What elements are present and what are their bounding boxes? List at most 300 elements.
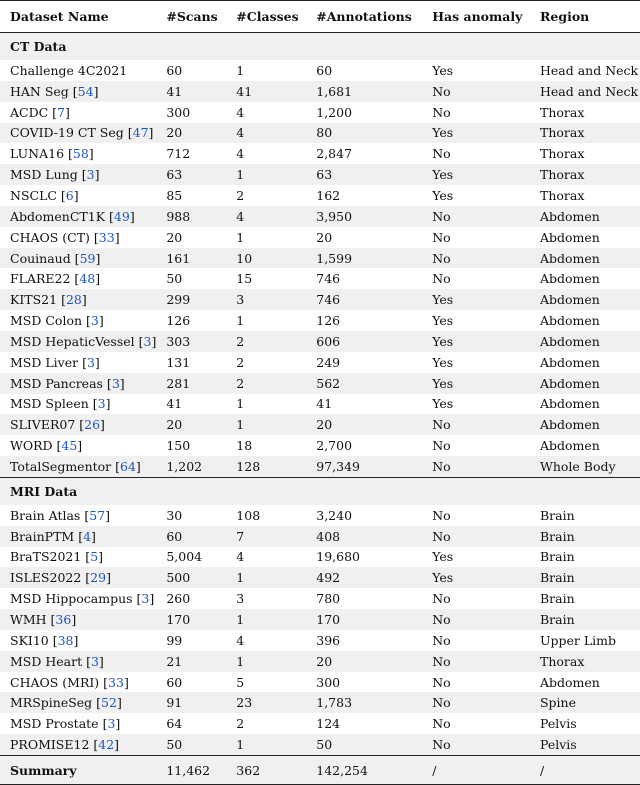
citation-link[interactable]: 36: [55, 612, 72, 628]
dataset-name-cell: PROMISE12 [42]: [0, 734, 156, 755]
annotations-cell: 492: [306, 567, 422, 588]
classes-cell: 2: [226, 373, 306, 394]
dataset-name: WMH: [10, 612, 47, 628]
dataset-name-cell: BraTS2021 [5]: [10, 549, 104, 565]
annotations-cell: 2,700: [316, 438, 353, 454]
table-row: [0, 547, 640, 568]
classes-cell: 4: [226, 206, 306, 227]
dataset-name-cell: WMH [36]: [0, 609, 156, 630]
dataset-name-cell: ACDC [7]: [10, 104, 70, 120]
classes-cell: 5: [236, 674, 245, 690]
dataset-name-cell: BrainPTM [4]: [0, 526, 156, 547]
classes-cell: 1: [226, 734, 306, 755]
dataset-name-cell: NSCLC [6]: [10, 187, 79, 203]
table-row: [0, 81, 640, 102]
anomaly-cell: No: [422, 609, 530, 630]
annotations-cell: 1,681: [306, 81, 422, 102]
table-row: [0, 414, 640, 435]
region-cell: Abdomen: [530, 414, 640, 435]
table-row: [0, 734, 640, 755]
scans-cell: 1,202: [156, 456, 226, 477]
anomaly-cell: No: [422, 651, 530, 672]
region-cell: Abdomen: [530, 206, 640, 227]
classes-cell: 1: [226, 567, 306, 588]
annotations-cell: 606: [306, 331, 422, 352]
annotations-cell: 170: [306, 609, 422, 630]
region-cell: Brain: [530, 567, 640, 588]
dataset-name: PROMISE12: [10, 737, 90, 753]
anomaly-cell: No: [432, 271, 451, 287]
classes-cell: 1: [226, 651, 306, 672]
table-row: [0, 289, 640, 310]
table-row: [0, 143, 640, 164]
anomaly-cell: Yes: [432, 396, 454, 412]
citation-link[interactable]: 52: [101, 695, 117, 711]
summary-scans: 11,462: [156, 756, 226, 785]
table-row: [0, 567, 640, 588]
dataset-name: MSD Liver: [10, 354, 79, 370]
annotations-cell: 562: [306, 373, 422, 394]
region-cell: Thorax: [539, 104, 585, 120]
anomaly-cell: No: [422, 692, 530, 713]
anomaly-cell: Yes: [422, 289, 530, 310]
anomaly-cell: Yes: [432, 354, 454, 370]
region-cell: Abdomen: [539, 674, 600, 690]
dataset-name: Brain Atlas: [10, 507, 81, 523]
region-cell: Brain: [539, 549, 575, 565]
classes-cell: 23: [226, 692, 306, 713]
table-row: [0, 60, 640, 81]
annotations-cell: 97,349: [306, 456, 422, 477]
anomaly-cell: No: [432, 591, 451, 607]
region-cell: Pelvis: [539, 716, 577, 732]
dataset-name: ACDC: [10, 104, 49, 120]
anomaly-cell: No: [432, 104, 451, 120]
anomaly-cell: Yes: [422, 123, 530, 144]
dataset-name-cell: SKI10 [38]: [10, 632, 79, 648]
anomaly-cell: Yes: [432, 187, 454, 203]
citation-link[interactable]: 59: [79, 250, 96, 266]
citation-link[interactable]: 33: [98, 229, 115, 245]
citation-link[interactable]: 4: [83, 528, 92, 544]
header-has-anomaly: Has anomaly: [422, 1, 530, 33]
header-region: Region: [530, 1, 640, 33]
header-dataset-name: Dataset Name: [0, 1, 156, 33]
dataset-name-cell: KITS21 [28]: [0, 289, 156, 310]
annotations-cell: 41: [316, 396, 333, 412]
region-cell: Upper Limb: [539, 632, 617, 648]
region-cell: Brain: [530, 609, 640, 630]
dataset-name-cell: MRSpineSeg [52]: [0, 692, 156, 713]
annotations-cell: 162: [316, 187, 341, 203]
dataset-name: SKI10: [10, 632, 49, 648]
classes-cell: 1: [226, 609, 306, 630]
anomaly-cell: No: [422, 206, 530, 227]
scans-cell: 150: [166, 438, 191, 454]
region-cell: Abdomen: [539, 271, 600, 287]
annotations-cell: 20: [316, 229, 333, 245]
anomaly-cell: Yes: [422, 567, 530, 588]
table-row: [0, 588, 640, 609]
classes-cell: 3: [236, 591, 245, 607]
citation-link[interactable]: 38: [57, 632, 74, 648]
classes-cell: 10: [226, 248, 306, 269]
table-row: [0, 227, 640, 248]
region-cell: Thorax: [530, 651, 640, 672]
table-row: [0, 609, 640, 630]
citation-link[interactable]: 48: [79, 271, 96, 287]
section-ct-row: [0, 33, 640, 61]
dataset-name: LUNA16: [10, 146, 65, 162]
citation-link[interactable]: 42: [98, 737, 115, 753]
scans-cell: 131: [166, 354, 191, 370]
region-cell: Abdomen: [539, 229, 600, 245]
scans-cell: 64: [166, 716, 183, 732]
dataset-name: CHAOS (MRI): [10, 674, 100, 690]
scans-cell: 63: [156, 164, 226, 185]
region-cell: Thorax: [530, 164, 640, 185]
scans-cell: 21: [156, 651, 226, 672]
dataset-name: MSD Prostate: [10, 716, 99, 732]
classes-cell: 1: [226, 414, 306, 435]
dataset-name: Couinaud: [10, 250, 71, 266]
scans-cell: 5,004: [166, 549, 203, 565]
anomaly-cell: No: [422, 81, 530, 102]
table-row: [0, 185, 640, 206]
dataset-name: MSD Colon: [10, 313, 83, 329]
citation-link[interactable]: 29: [90, 570, 107, 586]
anomaly-cell: No: [422, 456, 530, 477]
annotations-cell: 1,599: [306, 248, 422, 269]
dataset-name-cell: CHAOS (MRI) [33]: [10, 674, 129, 690]
summary-classes: 362: [226, 756, 306, 785]
annotations-cell: 2,847: [316, 146, 353, 162]
summary-region: /: [530, 756, 640, 785]
region-cell: Abdomen: [539, 313, 600, 329]
anomaly-cell: No: [422, 526, 530, 547]
anomaly-cell: No: [432, 632, 451, 648]
region-cell: Thorax: [539, 187, 585, 203]
scans-cell: 50: [166, 271, 183, 287]
annotations-cell: 20: [306, 651, 422, 672]
citation-link[interactable]: 3: [86, 354, 95, 370]
table-row: [0, 630, 640, 651]
citation-link[interactable]: 3: [143, 333, 152, 349]
citation-link[interactable]: 45: [61, 438, 78, 454]
citation-link[interactable]: 3: [111, 375, 120, 391]
summary-row: [0, 756, 640, 785]
classes-cell: 4: [226, 123, 306, 144]
dataset-name: COVID-19 CT Seg: [10, 125, 124, 141]
table-row: [0, 206, 640, 227]
table-row: [0, 672, 640, 693]
dataset-name-cell: MSD Liver [3]: [10, 354, 100, 370]
section-ct-label: CT Data: [0, 33, 640, 61]
dataset-name: WORD: [10, 438, 53, 454]
citation-link[interactable]: 54: [77, 83, 94, 99]
citation-link[interactable]: 7: [57, 104, 65, 120]
table-row: [0, 268, 640, 289]
citation-link[interactable]: 3: [90, 313, 99, 329]
annotations-cell: 746: [306, 289, 422, 310]
dataset-name: AbdomenCT1K: [10, 208, 106, 224]
scans-cell: 30: [166, 507, 183, 523]
dataset-name-cell: MSD Heart [3]: [0, 651, 156, 672]
scans-cell: 170: [156, 609, 226, 630]
summary-anomaly: /: [422, 756, 530, 785]
annotations-cell: 780: [316, 591, 341, 607]
annotations-cell: 249: [316, 354, 341, 370]
dataset-name: KITS21: [10, 292, 58, 308]
classes-cell: 128: [226, 456, 306, 477]
dataset-name: ISLES2022: [10, 570, 82, 586]
annotations-cell: 300: [316, 674, 341, 690]
citation-link[interactable]: 26: [84, 417, 101, 433]
classes-cell: 4: [236, 104, 245, 120]
header-classes: #Classes: [226, 1, 306, 33]
scans-cell: 988: [156, 206, 226, 227]
dataset-name: MSD Lung: [10, 167, 78, 183]
region-cell: Whole Body: [530, 456, 640, 477]
dataset-name: MSD Pancreas: [10, 375, 103, 391]
region-cell: Head and Neck: [539, 62, 639, 78]
region-cell: Abdomen: [539, 396, 600, 412]
anomaly-cell: Yes: [432, 62, 454, 78]
region-cell: Abdomen: [530, 289, 640, 310]
dataset-name-cell: MSD HepaticVessel [3]: [0, 331, 156, 352]
classes-cell: 18: [236, 438, 253, 454]
dataset-name-cell: MSD Colon [3]: [10, 313, 104, 329]
classes-cell: 1: [236, 62, 245, 78]
classes-cell: 1: [236, 396, 245, 412]
classes-cell: 41: [226, 81, 306, 102]
region-cell: Abdomen: [539, 354, 600, 370]
header-annotations: #Annotations: [306, 1, 422, 33]
citation-link[interactable]: 64: [120, 458, 136, 474]
header-scans: #Scans: [156, 1, 226, 33]
citation-link[interactable]: 5: [90, 549, 99, 565]
classes-cell: 1: [236, 313, 245, 329]
anomaly-cell: No: [432, 146, 451, 162]
annotations-cell: 126: [316, 313, 341, 329]
dataset-name-cell: ISLES2022 [29]: [0, 567, 156, 588]
classes-cell: 108: [236, 507, 261, 523]
table-row: [0, 310, 640, 331]
table-row: [0, 102, 640, 123]
scans-cell: 500: [156, 567, 226, 588]
dataset-name-cell: MSD Spleen [3]: [10, 396, 111, 412]
classes-cell: 15: [236, 271, 253, 287]
region-cell: Abdomen: [530, 248, 640, 269]
citation-link[interactable]: 47: [132, 125, 149, 141]
citation-link[interactable]: 3: [86, 167, 95, 183]
region-cell: Abdomen: [530, 373, 640, 394]
dataset-name: Challenge 4C2021: [10, 62, 128, 78]
classes-cell: 4: [236, 632, 245, 648]
scans-cell: 85: [166, 187, 183, 203]
classes-cell: 1: [226, 164, 306, 185]
annotations-cell: 408: [306, 526, 422, 547]
classes-cell: 2: [236, 187, 245, 203]
scans-cell: 161: [156, 248, 226, 269]
dataset-name-cell: COVID-19 CT Seg [47]: [0, 123, 156, 144]
citation-link[interactable]: 57: [89, 507, 106, 523]
table-row: [0, 123, 640, 144]
anomaly-cell: Yes: [432, 549, 454, 565]
table-row: [0, 248, 640, 269]
summary-label: Summary: [0, 756, 156, 785]
annotations-cell: 19,680: [316, 549, 360, 565]
annotations-cell: 80: [306, 123, 422, 144]
header-row: [0, 1, 640, 33]
anomaly-cell: No: [432, 438, 451, 454]
scans-cell: 41: [166, 396, 183, 412]
anomaly-cell: No: [422, 734, 530, 755]
scans-cell: 300: [166, 104, 191, 120]
anomaly-cell: No: [422, 414, 530, 435]
region-cell: Brain: [539, 591, 575, 607]
table-row: [0, 651, 640, 672]
table-row: [0, 164, 640, 185]
region-cell: Brain: [530, 526, 640, 547]
anomaly-cell: Yes: [432, 313, 454, 329]
dataset-name: MRSpineSeg: [10, 695, 93, 711]
dataset-name: HAN Seg: [10, 83, 69, 99]
classes-cell: 3: [226, 289, 306, 310]
anomaly-cell: Yes: [422, 331, 530, 352]
table-row: [0, 526, 640, 547]
region-cell: Abdomen: [530, 331, 640, 352]
dataset-name-cell: TotalSegmentor [64]: [0, 456, 156, 477]
dataset-name: BraTS2021: [10, 549, 82, 565]
scans-cell: 20: [166, 229, 183, 245]
dataset-name: MSD HepaticVessel: [10, 333, 135, 349]
dataset-name-cell: CHAOS (CT) [33]: [10, 229, 120, 245]
region-cell: Thorax: [530, 123, 640, 144]
citation-link[interactable]: 3: [107, 716, 116, 732]
region-cell: Spine: [530, 692, 640, 713]
dataset-name-cell: WORD [45]: [10, 438, 83, 454]
scans-cell: 126: [166, 313, 191, 329]
dataset-name: BrainPTM: [10, 528, 75, 544]
section-mri-label: MRI Data: [0, 477, 640, 505]
region-cell: Brain: [539, 507, 575, 523]
table-row: [0, 692, 640, 713]
dataset-name: CHAOS (CT): [10, 229, 90, 245]
table-row: [0, 456, 640, 477]
dataset-name-cell: MSD Pancreas [3]: [0, 373, 156, 394]
classes-cell: 7: [226, 526, 306, 547]
classes-cell: 2: [236, 716, 245, 732]
annotations-cell: 50: [306, 734, 422, 755]
table-row: [0, 394, 640, 415]
dataset-name-cell: SLIVER07 [26]: [0, 414, 156, 435]
classes-cell: 4: [236, 549, 245, 565]
dataset-name-cell: MSD Hippocampus [3]: [10, 591, 155, 607]
annotations-cell: 3,240: [316, 507, 353, 523]
anomaly-cell: No: [422, 248, 530, 269]
table-row: [0, 505, 640, 526]
dataset-name-cell: MSD Lung [3]: [0, 164, 156, 185]
citation-link[interactable]: 28: [65, 292, 82, 308]
classes-cell: 2: [236, 354, 245, 370]
dataset-name: MSD Spleen: [10, 396, 89, 412]
scans-cell: 60: [166, 62, 183, 78]
scans-cell: 60: [156, 526, 226, 547]
anomaly-cell: No: [432, 674, 451, 690]
dataset-name-cell: AbdomenCT1K [49]: [0, 206, 156, 227]
dataset-name: TotalSegmentor: [10, 458, 112, 474]
anomaly-cell: Yes: [422, 373, 530, 394]
dataset-name-cell: HAN Seg [54]: [0, 81, 156, 102]
annotations-cell: 1,200: [316, 104, 353, 120]
region-cell: Pelvis: [530, 734, 640, 755]
dataset-name: SLIVER07: [10, 417, 76, 433]
table-row: [0, 713, 640, 734]
scans-cell: 41: [156, 81, 226, 102]
anomaly-cell: No: [432, 229, 451, 245]
scans-cell: 299: [156, 289, 226, 310]
annotations-cell: 3,950: [306, 206, 422, 227]
classes-cell: 2: [226, 331, 306, 352]
table-row: [0, 435, 640, 456]
scans-cell: 50: [156, 734, 226, 755]
annotations-cell: 124: [316, 716, 341, 732]
section-mri-row: [0, 477, 640, 505]
annotations-cell: 63: [306, 164, 422, 185]
scans-cell: 260: [166, 591, 191, 607]
scans-cell: 303: [156, 331, 226, 352]
dataset-name-cell: Couinaud [59]: [0, 248, 156, 269]
annotations-cell: 1,783: [306, 692, 422, 713]
scans-cell: 60: [166, 674, 183, 690]
scans-cell: 99: [166, 632, 183, 648]
dataset-name: MSD Heart: [10, 653, 83, 669]
table-row: [0, 352, 640, 373]
dataset-name-cell: Brain Atlas [57]: [10, 507, 110, 523]
scans-cell: 20: [156, 123, 226, 144]
dataset-name: FLARE22: [10, 271, 71, 287]
table-row: [0, 373, 640, 394]
annotations-cell: 20: [306, 414, 422, 435]
anomaly-cell: No: [432, 716, 451, 732]
dataset-name: NSCLC: [10, 187, 57, 203]
region-cell: Abdomen: [539, 438, 600, 454]
citation-link[interactable]: 6: [65, 187, 74, 203]
scans-cell: 281: [156, 373, 226, 394]
citation-link[interactable]: 49: [113, 208, 130, 224]
classes-cell: 1: [236, 229, 245, 245]
region-cell: Head and Neck: [530, 81, 640, 102]
scans-cell: 712: [166, 146, 191, 162]
annotations-cell: 396: [316, 632, 341, 648]
anomaly-cell: Yes: [422, 164, 530, 185]
citation-link[interactable]: 3: [141, 591, 150, 607]
dataset-name-cell: MSD Prostate [3]: [10, 716, 121, 732]
dataset-name-cell: LUNA16 [58]: [10, 146, 94, 162]
citation-link[interactable]: 3: [97, 396, 106, 412]
citation-link[interactable]: 33: [108, 674, 124, 690]
classes-cell: 4: [236, 146, 245, 162]
dataset-name-cell: FLARE22 [48]: [10, 271, 101, 287]
dataset-name-cell: [0, 60, 156, 81]
citation-link[interactable]: 3: [90, 653, 99, 669]
scans-cell: 91: [156, 692, 226, 713]
citation-link[interactable]: 58: [72, 146, 89, 162]
anomaly-cell: No: [432, 507, 451, 523]
scans-cell: 20: [156, 414, 226, 435]
summary-annotations: 142,254: [306, 756, 422, 785]
